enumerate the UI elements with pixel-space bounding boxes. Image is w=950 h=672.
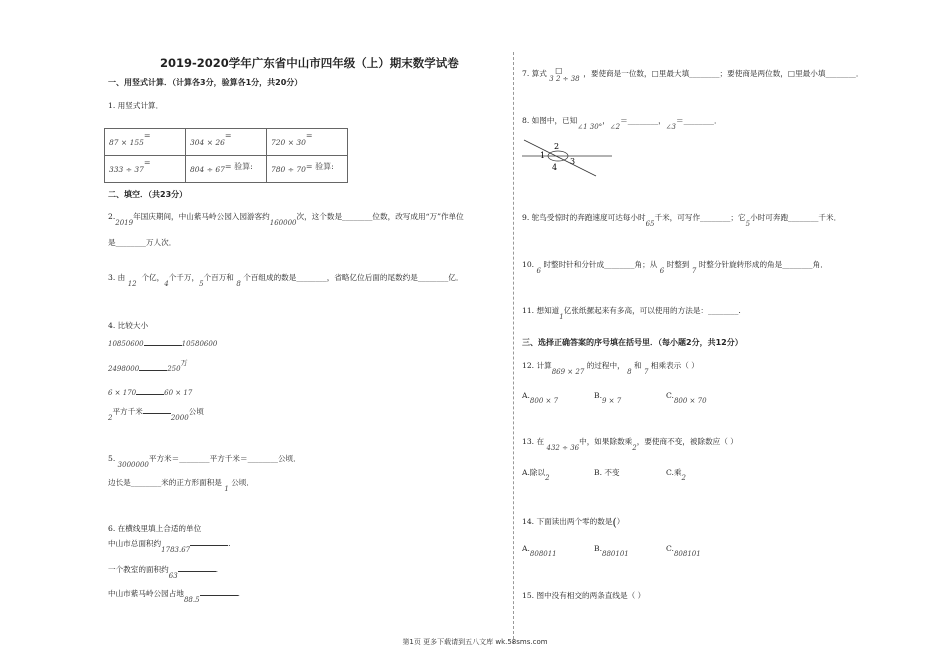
q9-text: 9. 鸵鸟受惊时的奔跑速度可达每小时65千米，可写作________；它5小时可奔跑________千米． — [522, 213, 842, 228]
q4-row4: 2平方千米2000公顷 — [108, 407, 204, 422]
calc-cell: 87 × 155= — [105, 129, 186, 156]
q2-line1: 2.2019年国庆期间，中山紫马岭公园入园游客约160000次，这个数是________位数，改写成用“万”作单位 — [108, 212, 464, 227]
q5-line2: 边长是________米的正方形面积是 1 公顷． — [108, 478, 254, 493]
q8-text: 8. 如图中，已知∠1 30°，∠2＝________，∠3＝________． — [522, 116, 722, 131]
angle-label-1: 1 — [540, 151, 546, 160]
q12-text: 12. 计算869 × 27 的过程中， 8 和 7 相乘表示（ ） — [522, 361, 699, 376]
q13-option-b[interactable]: B. 不变 — [594, 468, 620, 477]
q2-line2: 是________万人次． — [108, 238, 177, 247]
q7-text: 7. 算式 □ 3 2 ÷ 38 ，要使商是一位数，□里最大填________；要使商是两位数，□里最小填________． — [522, 66, 864, 83]
page-title: 2019-2020学年广东省中山市四年级（上）期末数学试卷 — [160, 56, 459, 70]
q14-option-a[interactable]: A.808011 — [522, 544, 557, 558]
page-footer: 第1页 更多下载请到五八文库 wk.58sms.com — [402, 638, 548, 646]
column-divider — [513, 52, 514, 644]
q14-text: 14. 下面读出两个零的数是(） — [522, 516, 625, 529]
q6-title: 6. 在横线里填上合适的单位 — [108, 524, 202, 533]
calc-cell: 720 × 30= — [267, 129, 348, 156]
q1-title: 1. 用竖式计算． — [108, 101, 164, 110]
calc-cell: 780 ÷ 70= 验算: — [267, 156, 348, 183]
calc-cell: 304 × 26= — [186, 129, 267, 156]
diagonal-line — [524, 140, 596, 176]
q10-text: 10. 6 时整时针和分针成________角；从 6 时整到 7 时整分针旋转形成的角是________角． — [522, 260, 828, 275]
angle-label-3: 3 — [570, 157, 576, 166]
q15-text: 15. 图中没有相交的两条直线是（ ） — [522, 591, 646, 600]
calc-cell: 804 ÷ 67= 验算: — [186, 156, 267, 183]
angle-diagram — [522, 138, 622, 180]
q4-row2: 2498000 250万 — [108, 359, 188, 373]
section-3-heading: 三、选择正确答案的序号填在括号里．（每小题2分，共12分） — [522, 338, 743, 347]
q5-line1: 5. 3000000平方米＝________平方千米＝________公顷． — [108, 454, 301, 469]
q13-text: 13. 在 432 ÷ 36中，如果除数乘2，要使商不变，被除数应（ ） — [522, 437, 738, 452]
q6-line2: 一个教室的面积约63. — [108, 565, 219, 580]
q11-text: 11. 想知道1亿张纸摞起来有多高，可以使用的方法是：________. — [522, 306, 741, 321]
q4-row1: 10850600 10580600 — [108, 337, 217, 348]
q4-title: 4. 比较大小 — [108, 321, 149, 330]
q12-option-b[interactable]: B.9 × 7 — [594, 391, 622, 405]
q12-option-c[interactable]: C.800 × 70 — [666, 391, 707, 405]
q14-option-c[interactable]: C.808101 — [666, 544, 701, 558]
q13-option-a[interactable]: A.除以2 — [522, 468, 550, 482]
calc-table — [104, 128, 348, 183]
angle-label-2: 2 — [554, 142, 560, 151]
q12-option-a[interactable]: A.800 × 7 — [522, 391, 559, 405]
calc-cell: 333 ÷ 37= — [105, 156, 186, 183]
q3-text: 3. 由 12 个亿，4个千万，5个百万和 8 个百组成的数是________，省略亿位后面的尾数约是________亿． — [108, 273, 464, 288]
blank-box: □ — [555, 66, 563, 75]
q6-line3: 中山市紫马岭公园占地88.5. — [108, 589, 240, 604]
q14-option-b[interactable]: B.880101 — [594, 544, 629, 558]
angle-label-4: 4 — [552, 163, 558, 172]
section-2-heading: 二、填空．（共23分） — [108, 190, 188, 199]
section-1-heading: 一、用竖式计算．（计算各3分，验算各1分，共20分） — [108, 78, 303, 87]
q4-row3: 6 × 170 60 × 17 — [108, 386, 192, 397]
q6-line1: 中山市总面积约1783.67. — [108, 539, 231, 554]
q13-option-c[interactable]: C.乘2 — [666, 468, 687, 482]
